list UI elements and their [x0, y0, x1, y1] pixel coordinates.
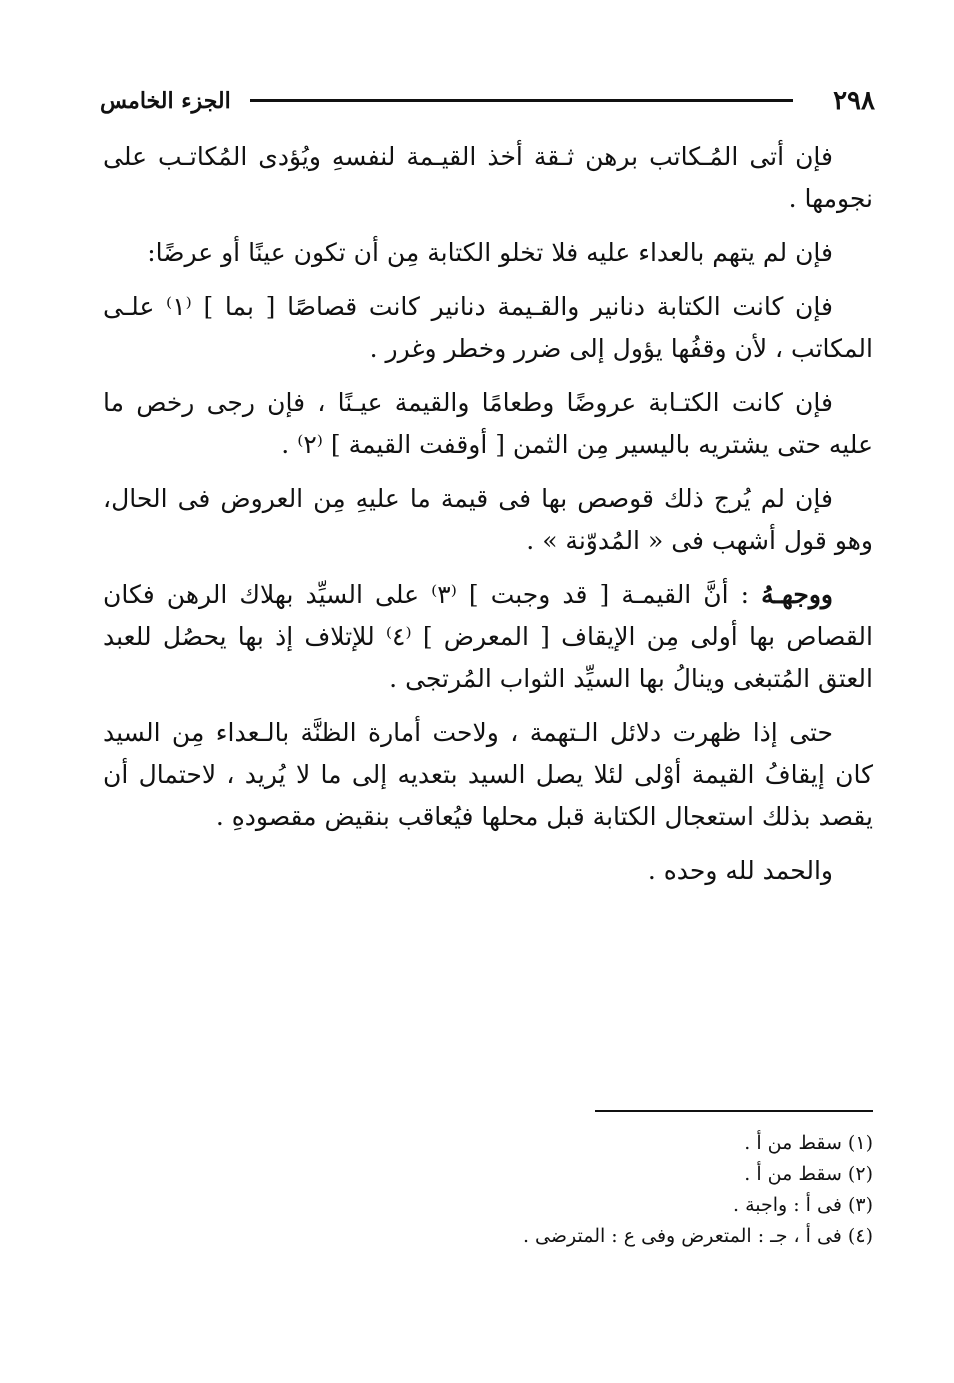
page-header [100, 86, 875, 120]
paragraph-wajhuhu [103, 574, 873, 700]
paragraph-lead-word: ووجهـهُ [761, 580, 833, 609]
footnote-1: (١) سقط من أ . [744, 1132, 873, 1154]
paragraph-3: فإن كانت الكتابة دنانير والقـيمة دنانير كانت قصاصًا [ بما ] ⁽١⁾ علـى المكاتب ، لأن وقفُها يؤول إلى ضرر وخطر وغرر . [103, 292, 873, 363]
footnote-4: (٤) فى أ ، جـ : المتعرض وفى ع : المترضى . [522, 1225, 873, 1247]
footnote-rule [595, 1110, 873, 1112]
paragraph-2: فإن لم يتهم بالعداء عليه فلا تخلو الكتابة مِن أن تكون عينًا أو عرضًا: [147, 238, 833, 267]
closing-line: والحمد لله وحده . [647, 856, 833, 885]
paragraph-wajhuhu-text: : أنَّ القيمـة [ قد وجبت ] ⁽٣⁾ على السيِّد بهلاك الرهن فكان القصاص بها أولى مِن الإيقاف [ المعرض ] ⁽٤⁾ للإتلاف إذ بها يحصُل للعبد العتق المُتبغى وينالُ بها السيِّد الثواب المُرتجى . [103, 580, 873, 693]
paragraph-4: فإن كانت الكتـابة عروضًا وطعامًا والقيمة عيـنًا ، فإن رجى رخص ما عليه حتى يشتريه باليسير مِن الثمن [ أوقفت القيمة ] ⁽٢⁾ . [103, 388, 873, 459]
page-number: ٢٩٨ [833, 86, 875, 116]
header-rule [250, 99, 793, 102]
footnote-3: (٣) فى أ : واجبة . [732, 1194, 873, 1216]
paragraph-1: فإن أتى المُـكاتب برهن ثـقة أخذ القيـمة لنفسهِ ويُؤدى المُكاتـب على نجومها . [103, 142, 873, 213]
paragraph-5: فإن لم يُرج ذلك قوصص بها فى قيمة ما عليهِ مِن العروض فى الحال، وهو قول أشهب فى « المُدوّنة » . [103, 484, 873, 555]
footnotes [300, 1128, 873, 1252]
running-title: الجزء الخامس [100, 88, 231, 114]
footnote-2: (٢) سقط من أ . [744, 1163, 873, 1185]
body-text [103, 136, 873, 904]
paragraph-hatta: حتى إذا ظهرت دلائل الـتهمة ، ولاحت أمارة الظنَّة بالـعداء مِن السيد كان إيقافُ القيمة أوْلى لئلا يصل السيد بتعديه إلى ما لا يُريد ، لاحتمال أن يقصد بذلك استعجال الكتابة قبل محلها فيُعاقب بنقيض مقصودهِ . [103, 718, 873, 831]
